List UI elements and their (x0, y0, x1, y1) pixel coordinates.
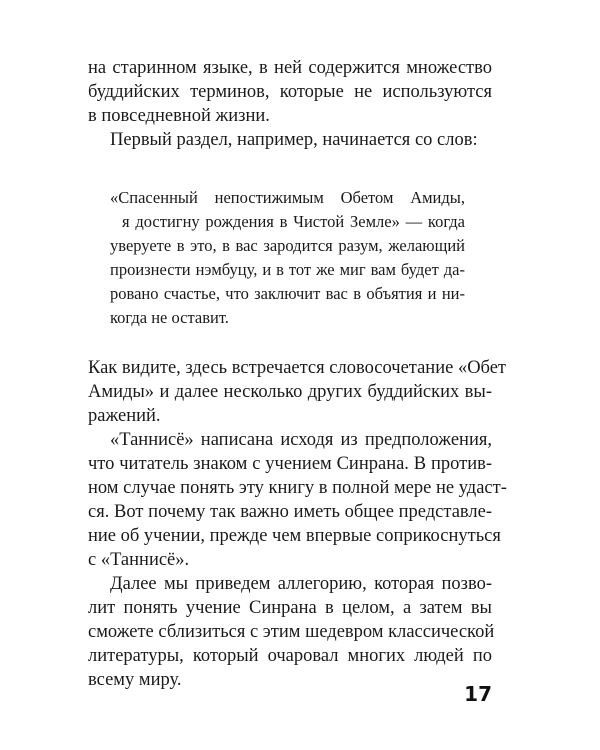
text-line: буддийских терминов, которые не используются (88, 82, 492, 102)
quote-line: ровано счастье, что заключит вас в объятия и ни- (110, 284, 465, 303)
text-line: с «Таннисё». (88, 550, 190, 570)
text-line: на старинном языке, в ней содержится множество (88, 58, 492, 78)
text-line: всему миру. (88, 670, 182, 690)
quote-line: «Спасенный непостижимым Обетом Амиды, (110, 188, 465, 207)
text-line: ся. Вот почему так важно иметь общее представле- (88, 502, 492, 522)
text-line: ние об учении, прежде чем впервые соприкоснуться (88, 526, 501, 546)
text-line: Амиды» и далее несколько других буддийских вы- (88, 382, 492, 402)
text-line: лит понять учение Синрана в целом, а затем вы (88, 598, 492, 618)
page-number: 17 (464, 682, 492, 706)
text-line: ном случае понять эту книгу в полной мере не удаст- (88, 478, 507, 498)
text-line: ражений. (88, 406, 161, 426)
text-line: Далее мы приведем аллегорию, которая позво- (110, 574, 492, 594)
text-line: сможете сблизиться с этим шедевром классической (88, 622, 495, 642)
text-line: Первый раздел, например, начинается со слов: (110, 130, 478, 150)
text-line: «Таннисё» написана исходя из предположения, (110, 430, 492, 450)
quote-line: уверуете в это, в вас зародится разум, желающий (110, 236, 465, 255)
text-line: что читатель знаком с учением Синрана. В против- (88, 454, 492, 474)
text-line: в повседневной жизни. (88, 106, 270, 126)
text-line: Как видите, здесь встречается словосочетание «Обет (88, 358, 507, 378)
quote-line: когда не оставит. (110, 308, 229, 327)
quote-line: я достигну рождения в Чистой Земле» — когда (122, 212, 465, 231)
text-line: литературы, который очаровал многих людей по (88, 646, 492, 666)
quote-line: произнести нэмбуцу, и в тот же миг вам будет да- (110, 260, 465, 279)
